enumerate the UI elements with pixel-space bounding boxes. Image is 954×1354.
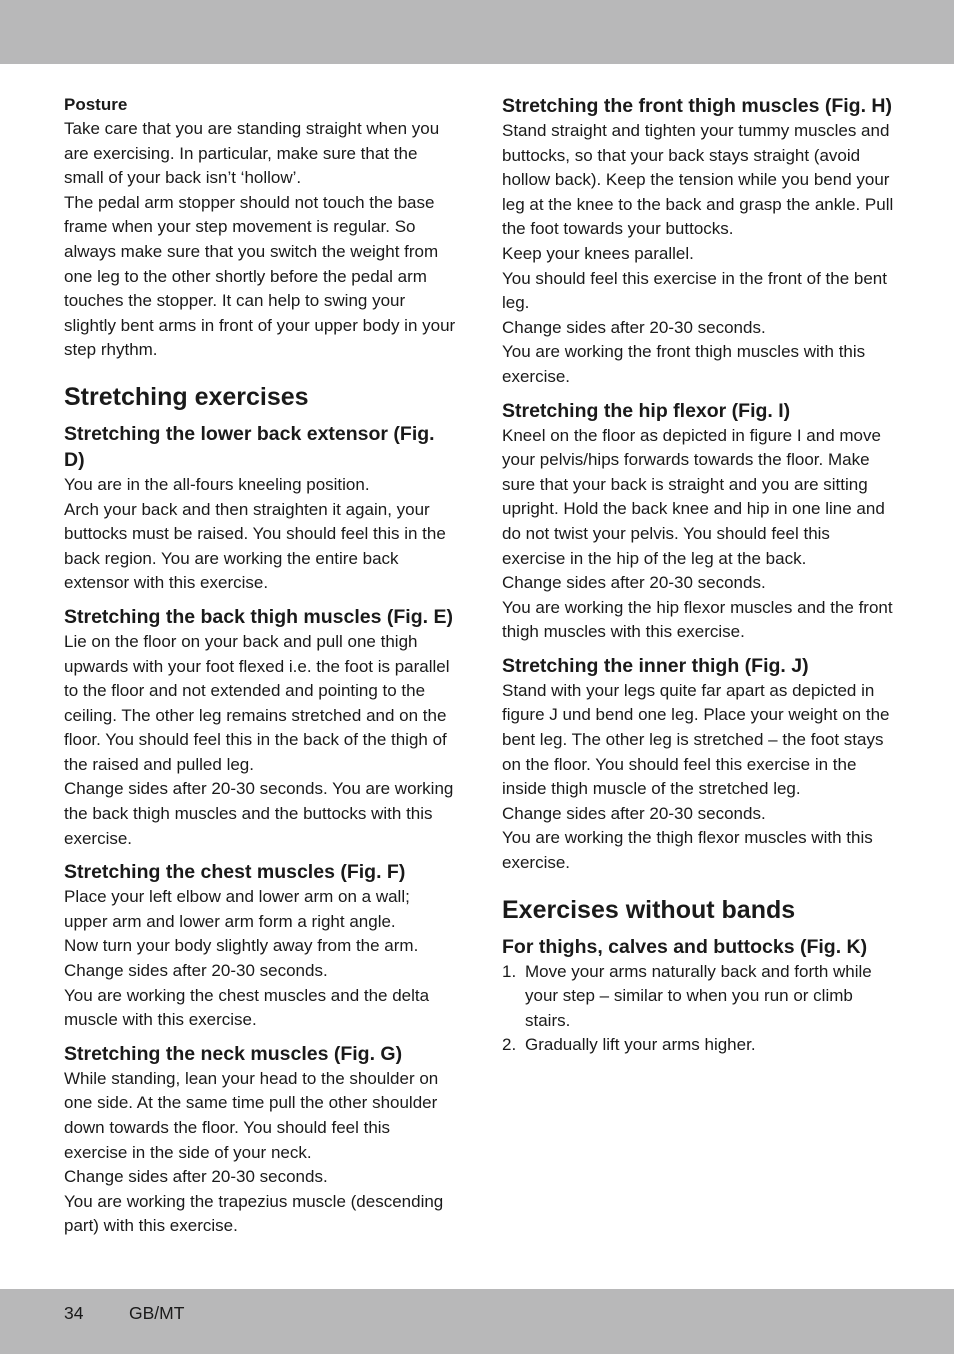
paragraph: The pedal arm stopper should not touch the base frame when your step movement is regular. So always make sure that you switch the weight from one leg to the other shortly before the pedal arm touches the stopper. It can help to swing your slightly bent arms in front of your upper body in your step rhythm.: [64, 192, 456, 360]
paragraph: Kneel on the floor as depicted in figure I and move your pelvis/hips forwards towards the floor. Make sure that your back is straight and you are sitting upright. Hold the back knee and hip in one line and do not twist your pelvis. You should feel this exercise in the hip of the leg at the back.: [502, 425, 885, 568]
chest-heading: Stretching the chest muscles (Fig. F): [64, 861, 406, 884]
paragraph: Lie on the floor on your back and pull one thigh upwards with your foot flexed i.e. the foot is parallel to the floor and not extended and pointing to the ceiling. The other leg remains stretched and on the floor. You should feel this in the back of the thigh of the raised and pulled leg.: [64, 631, 450, 774]
paragraph: Now turn your body slightly away from the arm.: [64, 936, 419, 956]
step-number: 1.: [502, 961, 517, 981]
step-text: Gradually lift your arms higher.: [525, 1035, 756, 1055]
list-item: [502, 1033, 894, 1058]
paragraph: You are working the front thigh muscles with this exercise.: [502, 342, 866, 386]
paragraph: You should feel this exercise in the front of the bent leg.: [502, 268, 887, 313]
paragraph: Change sides after 20-30 seconds.: [64, 961, 328, 981]
paragraph: Take care that you are standing straight when you are exercising. In particular, make sure that the small of your back isn’t ‘hollow’.: [64, 119, 440, 188]
posture-heading: Posture: [64, 95, 128, 114]
paragraph: Stand straight and tighten your tummy muscles and buttocks, so that your back stays straight (avoid hollow back). Keep the tension while you bend your leg at the knee to the back and grasp the ankle. Pull the foot towards your buttocks.: [502, 121, 894, 239]
right-column: [502, 93, 894, 1058]
front-thigh-heading: Stretching the front thigh muscles (Fig. H): [502, 95, 892, 117]
paragraph: While standing, lean your head to the shoulder on one side. At the same time pull the other shoulder down towards the floor. You should feel this exercise in the side of your neck.: [64, 1068, 439, 1162]
list-item: [502, 960, 894, 1034]
stretching-exercises-heading: Stretching exercises: [64, 382, 309, 411]
paragraph: You are working the trapezius muscle (descending part) with this exercise.: [64, 1191, 444, 1236]
paragraph: Change sides after 20-30 seconds.: [64, 1167, 328, 1187]
hip-flexor-heading: Stretching the hip flexor (Fig. I): [502, 399, 791, 422]
lower-back-heading: Stretching the lower back extensor (Fig. D): [64, 422, 435, 471]
paragraph: Change sides after 20-30 seconds.: [502, 803, 766, 823]
paragraph: Stand with your legs quite far apart as depicted in figure J und bend one leg. Place your weight on the bent leg. The other leg is stretched – the foot stays on the floor. You should feel this exercise in the inside thigh muscle of the stretched leg.: [502, 680, 890, 799]
thighs-calves-buttocks-heading: For thighs, calves and buttocks (Fig. K): [502, 935, 868, 958]
paragraph: You are working the thigh flexor muscles with this exercise.: [502, 828, 873, 873]
back-thigh-heading: Stretching the back thigh muscles (Fig. E): [64, 605, 453, 628]
step-text: Move your arms naturally back and forth while your step – similar to when you run or climb stairs.: [525, 961, 872, 1030]
paragraph: You are working the chest muscles and the delta muscle with this exercise.: [64, 985, 430, 1030]
language-code: GB/MT: [129, 1303, 185, 1323]
page-number: 34: [64, 1303, 84, 1323]
paragraph: You are working the hip flexor muscles and the front thigh muscles with this exercise.: [502, 597, 893, 642]
paragraph: Change sides after 20-30 seconds. You are working the back thigh muscles and the buttocks with this exercise.: [64, 779, 454, 848]
header-bar: [0, 0, 954, 64]
neck-heading: Stretching the neck muscles (Fig. G): [64, 1042, 403, 1065]
paragraph: Change sides after 20-30 seconds.: [502, 573, 766, 593]
paragraph: Keep your knees parallel.: [502, 243, 694, 263]
paragraph: You are in the all-fours kneeling position.: [64, 474, 370, 494]
paragraph: Arch your back and then straighten it again, your buttocks must be raised. You should feel this in the back region. You are working the entire back extensor with this exercise.: [64, 499, 446, 593]
step-number: 2.: [502, 1035, 517, 1055]
paragraph: Change sides after 20-30 seconds.: [502, 317, 766, 337]
left-column: [64, 93, 456, 1239]
inner-thigh-heading: Stretching the inner thigh (Fig. J): [502, 654, 809, 677]
steps-list: [502, 960, 894, 1058]
paragraph: Place your left elbow and lower arm on a wall; upper arm and lower arm form a right angle.: [64, 887, 410, 931]
exercises-without-bands-heading: Exercises without bands: [502, 895, 796, 924]
